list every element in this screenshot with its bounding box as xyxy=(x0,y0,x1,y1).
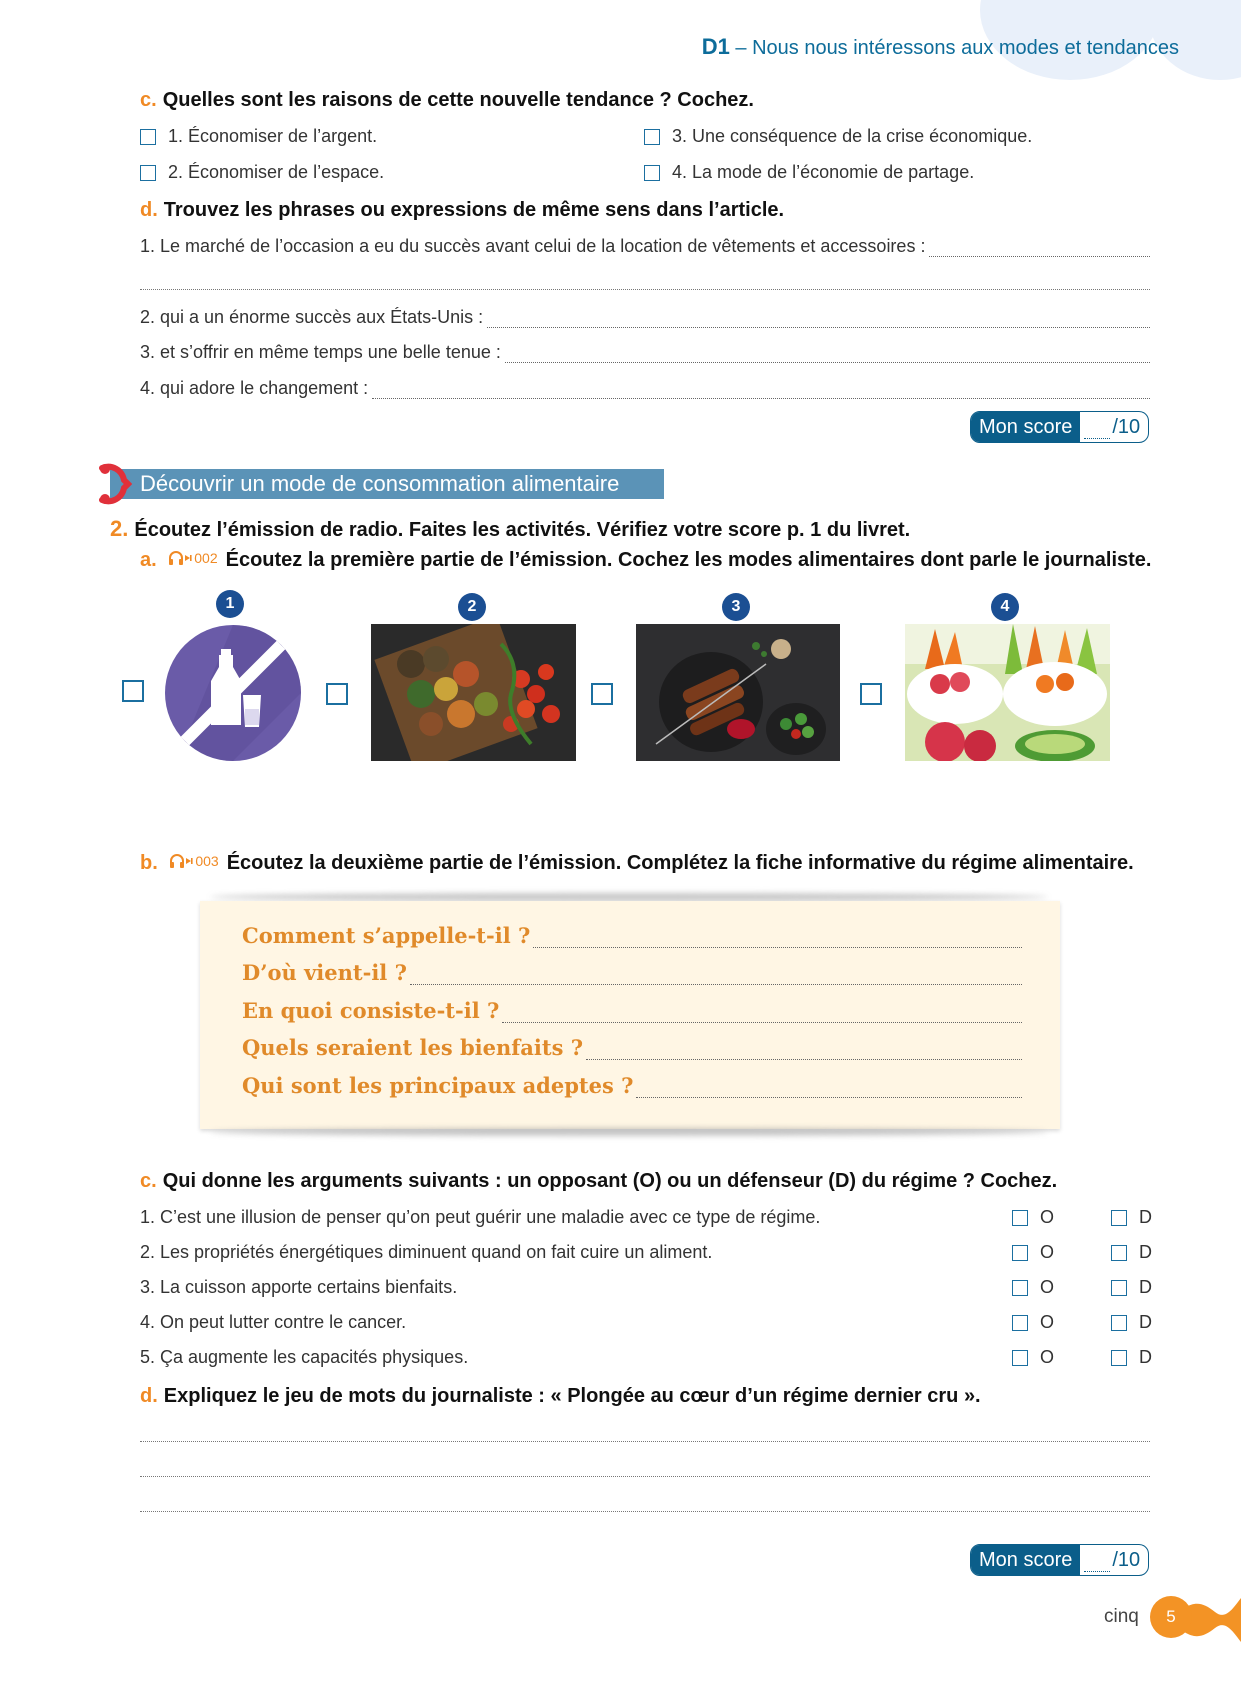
fiche-question: En quoi consiste-t-il ? xyxy=(242,998,500,1023)
col-label-o: O xyxy=(1040,1207,1055,1227)
headphones-icon xyxy=(169,853,193,869)
write-line[interactable] xyxy=(487,314,1150,328)
track-number: 002 xyxy=(194,550,218,566)
score-box[interactable] xyxy=(970,1544,1149,1576)
col-label-o: O xyxy=(1040,1347,1055,1367)
fiche-question: Qui sont les principaux adeptes ? xyxy=(242,1073,634,1098)
write-line[interactable] xyxy=(505,349,1150,363)
question-2d xyxy=(140,1385,981,1408)
checkbox-defenseur[interactable] xyxy=(1111,1350,1127,1366)
option-2[interactable] xyxy=(140,162,384,183)
checkbox[interactable] xyxy=(644,129,660,145)
score-max: /10 xyxy=(1112,1548,1141,1571)
image-number-badge: 2 xyxy=(458,593,486,621)
image-number-badge: 3 xyxy=(722,593,750,621)
question-2 xyxy=(110,516,910,542)
checkbox-opposant[interactable] xyxy=(1012,1350,1028,1366)
score-label: Mon score xyxy=(971,412,1080,442)
write-line[interactable] xyxy=(502,1011,1022,1023)
item-text: 4. qui adore le changement : xyxy=(140,378,369,398)
item-text: 1. Le marché de l’occasion a eu du succès avant celui de la location de vêtements et accessoires : xyxy=(140,236,926,256)
checkbox-opposant[interactable] xyxy=(1012,1245,1028,1261)
unit-title xyxy=(702,34,1179,60)
question-letter: c. xyxy=(140,1170,157,1192)
answer-line-3[interactable] xyxy=(140,342,1150,363)
option-3[interactable] xyxy=(644,126,1032,147)
option-1[interactable] xyxy=(140,126,377,147)
question-text: Écoutez l’émission de radio. Faites les activités. Vérifiez votre score p. 1 du livret. xyxy=(134,519,911,541)
headphones-icon xyxy=(168,550,192,566)
question-text: Écoutez la deuxième partie de l’émission. Complétez la fiche informative du régime alimentaire. xyxy=(226,852,1134,874)
score-box[interactable] xyxy=(970,411,1149,443)
col-label-d: D xyxy=(1139,1347,1152,1367)
no-dairy-icon xyxy=(165,625,301,761)
question-text: Qui donne les arguments suivants : un opposant (O) ou un défenseur (D) du régime ? Cochez. xyxy=(162,1170,1058,1192)
write-line[interactable] xyxy=(410,973,1022,985)
unit-code: D1 xyxy=(701,34,730,59)
answer-line-1[interactable] xyxy=(140,236,1150,257)
write-line[interactable] xyxy=(533,936,1022,948)
col-label-o: O xyxy=(1040,1312,1055,1332)
question-2b xyxy=(140,852,1134,875)
argument-text: 5. Ça augmente les capacités physiques. xyxy=(140,1347,469,1367)
question-1c xyxy=(140,89,754,112)
raw-vegetables-photo xyxy=(905,624,1110,761)
audio-track[interactable] xyxy=(169,853,218,869)
unit-title-text: – Nous nous intéressons aux modes et tendances xyxy=(735,37,1179,59)
checkbox-opposant[interactable] xyxy=(1012,1280,1028,1296)
image-checkbox-3[interactable] xyxy=(591,683,613,705)
question-text: Trouvez les phrases ou expressions de même sens dans l’article. xyxy=(163,199,785,221)
item-text: 3. et s’offrir en même temps une belle tenue : xyxy=(140,342,501,362)
meat-skewers-photo xyxy=(636,624,840,761)
write-line[interactable] xyxy=(586,1048,1022,1060)
checkbox-opposant[interactable] xyxy=(1012,1315,1028,1331)
question-1d xyxy=(140,199,784,222)
question-text: Écoutez la première partie de l’émission. Cochez les modes alimentaires dont parle le journaliste. xyxy=(225,549,1152,571)
question-letter: d. xyxy=(140,199,158,221)
question-letter: a. xyxy=(140,549,157,571)
option-4[interactable] xyxy=(644,162,974,183)
checkbox-opposant[interactable] xyxy=(1012,1210,1028,1226)
write-line[interactable] xyxy=(140,1511,1150,1512)
fiche-question: Comment s’appelle-t-il ? xyxy=(242,923,531,948)
score-input[interactable] xyxy=(1084,1558,1110,1572)
page-number: 5 xyxy=(1150,1596,1192,1638)
checkbox[interactable] xyxy=(140,129,156,145)
argument-text: 2. Les propriétés énergétiques diminuent quand on fait cuire un aliment. xyxy=(140,1242,713,1262)
checkbox[interactable] xyxy=(140,165,156,181)
option-label: 4. La mode de l’économie de partage. xyxy=(672,162,975,182)
checkbox-defenseur[interactable] xyxy=(1111,1245,1127,1261)
fiche-shadow xyxy=(210,1128,1048,1136)
col-label-d: D xyxy=(1139,1242,1152,1262)
image-number-badge: 4 xyxy=(991,593,1019,621)
option-label: 1. Économiser de l’argent. xyxy=(168,126,378,146)
question-2a xyxy=(140,549,1151,572)
checkbox-defenseur[interactable] xyxy=(1111,1210,1127,1226)
write-line[interactable] xyxy=(929,243,1150,257)
write-line[interactable] xyxy=(140,289,1150,290)
image-checkbox-2[interactable] xyxy=(326,683,348,705)
question-letter: b. xyxy=(140,852,158,874)
question-2c xyxy=(140,1170,1057,1193)
image-checkbox-1[interactable] xyxy=(122,680,144,702)
grilled-vegetables-photo xyxy=(371,624,576,761)
answer-line-4[interactable] xyxy=(140,378,1150,399)
score-label: Mon score xyxy=(971,1545,1080,1575)
info-fiche xyxy=(200,901,1060,1129)
argument-text: 1. C’est une illusion de penser qu’on peut guérir une maladie avec ce type de régime. xyxy=(140,1207,821,1227)
answer-line-2[interactable] xyxy=(140,307,1150,328)
checkbox-defenseur[interactable] xyxy=(1111,1315,1127,1331)
write-line[interactable] xyxy=(140,1476,1150,1477)
page-word: cinq xyxy=(1104,1606,1139,1627)
question-number: 2. xyxy=(110,516,129,541)
fiche-question: D’où vient-il ? xyxy=(242,960,407,985)
write-line[interactable] xyxy=(372,385,1150,399)
question-letter: d. xyxy=(140,1385,158,1407)
fiche-row[interactable] xyxy=(242,1035,1022,1060)
fiche-row[interactable] xyxy=(242,1073,1022,1098)
track-number: 003 xyxy=(195,853,219,869)
col-label-d: D xyxy=(1139,1277,1152,1297)
question-text: Expliquez le jeu de mots du journaliste : « Plongée au cœur d’un régime dernier cru ». xyxy=(163,1385,981,1407)
score-input[interactable] xyxy=(1084,425,1110,439)
image-number-badge: 1 xyxy=(216,590,244,618)
write-line[interactable] xyxy=(140,1441,1150,1442)
argument-text: 4. On peut lutter contre le cancer. xyxy=(140,1312,407,1332)
fiche-row[interactable] xyxy=(242,923,1022,948)
question-text: Quelles sont les raisons de cette nouvelle tendance ? Cochez. xyxy=(162,89,754,111)
fiche-question: Quels seraient les bienfaits ? xyxy=(242,1035,584,1060)
section-banner: Découvrir un mode de consommation alimentaire xyxy=(110,469,664,499)
question-letter: c. xyxy=(140,89,157,111)
option-label: 3. Une conséquence de la crise économique. xyxy=(672,126,1033,146)
col-label-o: O xyxy=(1040,1242,1055,1262)
option-label: 2. Économiser de l’espace. xyxy=(168,162,385,182)
checkbox-defenseur[interactable] xyxy=(1111,1280,1127,1296)
fiche-row[interactable] xyxy=(242,960,1022,985)
fiche-shadow xyxy=(210,893,1048,901)
col-label-o: O xyxy=(1040,1277,1055,1297)
score-max: /10 xyxy=(1112,415,1141,438)
audio-track[interactable] xyxy=(168,550,217,566)
item-text: 2. qui a un énorme succès aux États-Unis : xyxy=(140,307,484,327)
fiche-row[interactable] xyxy=(242,998,1022,1023)
col-label-d: D xyxy=(1139,1312,1152,1332)
checkbox[interactable] xyxy=(644,165,660,181)
write-line[interactable] xyxy=(636,1086,1022,1098)
col-label-d: D xyxy=(1139,1207,1152,1227)
argument-text: 3. La cuisson apporte certains bienfaits. xyxy=(140,1277,458,1297)
section-marker-icon xyxy=(98,462,132,506)
image-checkbox-4[interactable] xyxy=(860,683,882,705)
